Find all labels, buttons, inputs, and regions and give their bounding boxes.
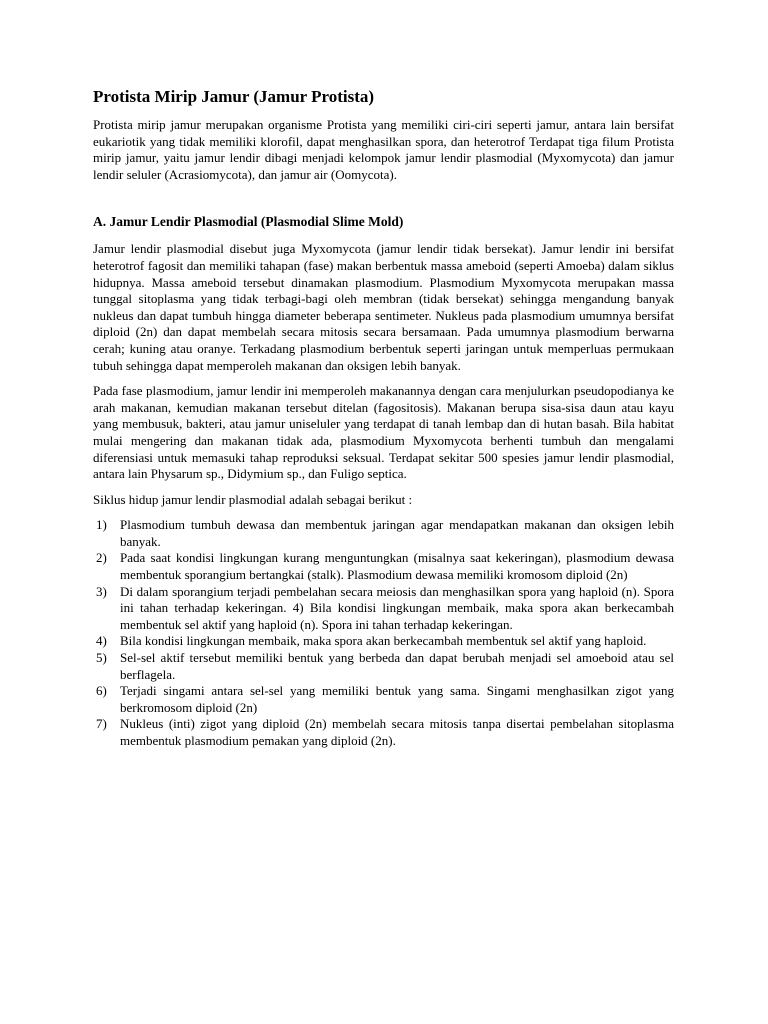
list-item — [93, 650, 674, 683]
list-item — [93, 584, 674, 634]
list-item-text: Bila kondisi lingkungan membaik, maka spora akan berkecambah membentuk sel aktif yang haploid. — [120, 633, 647, 649]
section-a-paragraph-2: Pada fase plasmodium, jamur lendir ini memperoleh makanannya dengan cara menjulurkan pseudopodianya ke arah makanan, kemudian makanan tersebut ditelan (fagositosis). Makanan berupa sisa-sisa daun atau kayu yang membusuk, bakteri, atau jamur uniseluler yang terdapat di tanah lembap dan di hutan basah. Bila habitat mulai mengering dan makanan tidak ada, plasmodium Myxomycota berhenti tumbuh dan mengalami diferensiasi untuk memasuki tahap reproduksi seksual. Terdapat sekitar 500 spesies jamur lendir plasmodial, antara lain Physarum sp., Didymium sp., dan Fuligo septica. — [93, 383, 674, 482]
list-item-text: Sel-sel aktif tersebut memiliki bentuk yang berbeda dan dapat berubah menjadi sel amoeboid atau sel berflagela. — [120, 650, 674, 682]
list-item — [93, 517, 674, 550]
section-a-paragraph-1: Jamur lendir plasmodial disebut juga Myxomycota (jamur lendir tidak bersekat). Jamur lendir ini bersifat heterotrof fagosit dan memiliki tahapan (fase) makan berbentuk massa ameboid (seperti Amoeba) dalam siklus hidupnya. Massa ameboid tersebut dinamakan plasmodium. Plasmodium Myxomycota merupakan massa tunggal sitoplasma yang tidak terbagi-bagi oleh membran (tidak bersekat) sehingga mengandung banyak nukleus dan dapat tumbuh hingga diameter beberapa sentimeter. Nukleus pada plasmodium umumnya bersifat diploid (2n) dan dapat membelah secara mitosis secara bersamaan. Pada umumnya plasmodium berwarna cerah; kuning atau oranye. Terkadang plasmodium berbentuk seperti jaringan untuk memperluas permukaan tubuh sehingga dapat memperoleh makanan dan oksigen lebih banyak. — [93, 241, 674, 373]
list-item-text: Di dalam sporangium terjadi pembelahan secara meiosis dan menghasilkan spora yang haploid (n). Spora ini tahan terhadap kekeringan. 4) Bila kondisi lingkungan membaik, maka spora akan berkecambah membentuk sel aktif yang haploid (n). Spora ini tahan terhadap kekeringan. — [120, 583, 674, 632]
list-item-text: Terjadi singami antara sel-sel yang memiliki bentuk yang sama. Singami menghasilkan zigot yang berkromosom diploid (2n) — [120, 683, 674, 715]
document-page — [93, 86, 674, 750]
list-item-number: 3) — [96, 583, 107, 599]
list-item — [93, 550, 674, 583]
list-item-text: Pada saat kondisi lingkungan kurang menguntungkan (misalnya saat kekeringan), plasmodium dewasa membentuk sporangium bertangkai (stalk). Plasmodium dewasa memiliki kromosom diploid (2n) — [120, 550, 674, 583]
list-item-text: Plasmodium tumbuh dewasa dan membentuk jaringan agar mendapatkan makanan dan oksigen lebih banyak. — [120, 517, 674, 549]
intro-paragraph: Protista mirip jamur merupakan organisme Protista yang memiliki ciri-ciri seperti jamur, antara lain bersifat eukariotik yang tidak memiliki klorofil, dapat menghasilkan spora, dan heterotrof Terdapat tiga filum Protista mirip jamur, yaitu jamur lendir dibagi menjadi kelompok jamur lendir plasmodial (Myxomycota) dan jamur lendir seluler (Acrasiomycota), dan jamur air (Oomycota). — [93, 117, 674, 182]
list-item — [93, 716, 674, 749]
life-cycle-intro: Siklus hidup jamur lendir plasmodial adalah sebagai berikut : — [93, 491, 413, 507]
section-a-heading: A. Jamur Lendir Plasmodial (Plasmodial Slime Mold) — [93, 214, 404, 230]
list-item-number: 1) — [96, 517, 107, 533]
list-item-number: 7) — [96, 716, 107, 732]
list-item — [93, 683, 674, 716]
list-item — [93, 633, 674, 650]
list-item-text: Nukleus (inti) zigot yang diploid (2n) membelah secara mitosis tanpa disertai pembelahan sitoplasma membentuk plasmodium pemakan yang diploid (2n). — [120, 716, 674, 748]
list-item-number: 2) — [96, 550, 107, 566]
list-item-number: 4) — [96, 633, 107, 649]
document-title: Protista Mirip Jamur (Jamur Protista) — [93, 87, 375, 106]
list-item-number: 6) — [96, 683, 107, 699]
list-item-number: 5) — [96, 650, 107, 666]
life-cycle-steps — [93, 517, 674, 749]
